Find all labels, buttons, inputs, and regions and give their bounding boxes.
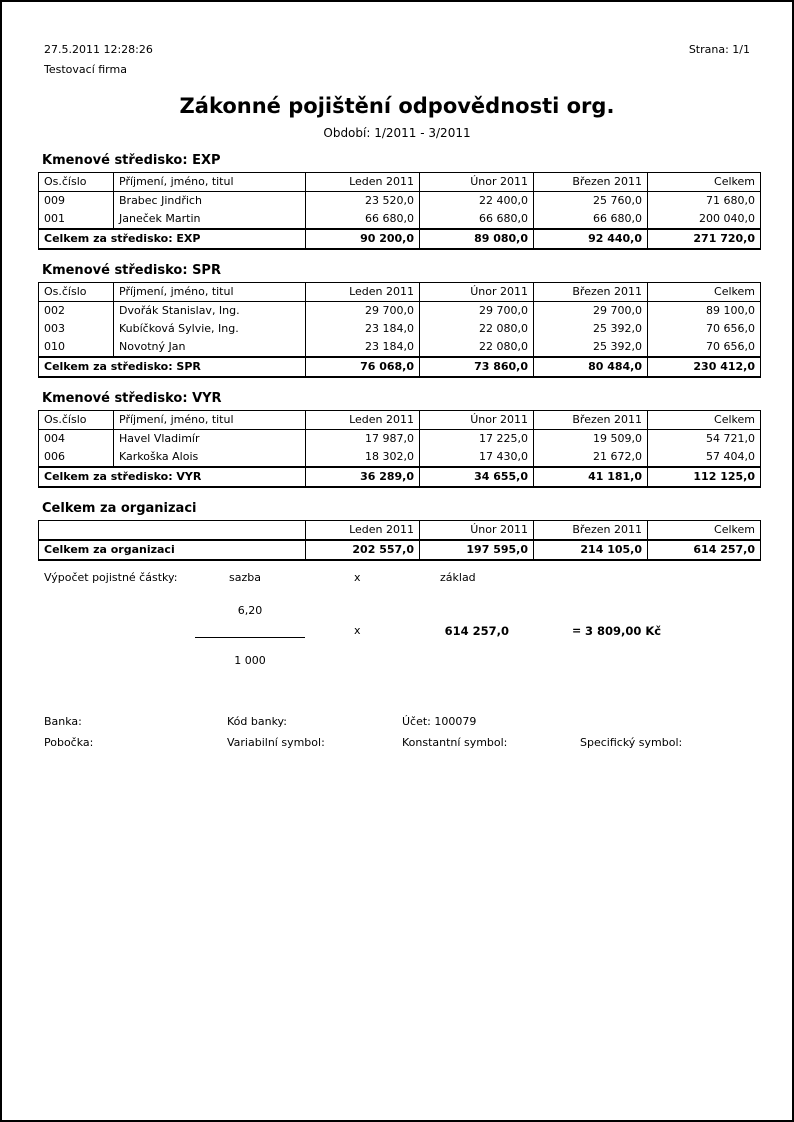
section-total-value: 80 484,0 (534, 357, 648, 377)
employee-value: 22 400,0 (420, 192, 534, 211)
department-sections (38, 153, 756, 488)
col-header-month: Únor 2011 (420, 283, 534, 302)
specific-symbol-label: Specifický symbol: (580, 736, 683, 749)
col-header-month: Březen 2011 (534, 411, 648, 430)
col-header-name: Příjmení, jméno, titul (114, 411, 306, 430)
employee-value: 70 656,0 (648, 338, 761, 357)
col-header-month: Celkem (648, 283, 761, 302)
bank-details (38, 715, 756, 750)
employee-value: 89 100,0 (648, 302, 761, 321)
col-header-personal-number: Os.číslo (39, 173, 114, 192)
table-header-row (39, 283, 761, 302)
bank-label: Banka: (44, 715, 82, 728)
col-header-name: Příjmení, jméno, titul (114, 173, 306, 192)
section-total-label: Celkem za středisko: EXP (39, 229, 306, 249)
calculation-label: Výpočet pojistné částky: (44, 571, 178, 584)
org-total-value: 614 257,0 (648, 540, 761, 560)
section-total-value: 90 200,0 (306, 229, 420, 249)
base-label: základ (440, 571, 476, 584)
employee-value: 57 404,0 (648, 448, 761, 467)
section-heading: Kmenové středisko: EXP (42, 153, 221, 168)
col-header-month: Celkem (648, 173, 761, 192)
section-total-value: 34 655,0 (420, 467, 534, 487)
employee-value: 21 672,0 (534, 448, 648, 467)
employee-value: 23 184,0 (306, 338, 420, 357)
company-name: Testovací firma (44, 63, 127, 76)
employee-id: 002 (39, 302, 114, 321)
employee-id: 009 (39, 192, 114, 211)
section-total-value: 89 080,0 (420, 229, 534, 249)
employee-value: 22 080,0 (420, 338, 534, 357)
org-total-label: Celkem za organizaci (39, 540, 306, 560)
org-total-value: 214 105,0 (534, 540, 648, 560)
employee-value: 17 225,0 (420, 430, 534, 449)
employee-value: 18 302,0 (306, 448, 420, 467)
section-total-value: 230 412,0 (648, 357, 761, 377)
section-total-row (39, 229, 761, 249)
col-header-month: Únor 2011 (420, 411, 534, 430)
employee-name: Havel Vladimír (114, 430, 306, 449)
org-total-value: 197 595,0 (420, 540, 534, 560)
org-total-row (39, 540, 761, 560)
report-datetime: 27.5.2011 12:28:26 (44, 43, 153, 56)
col-header-personal-number: Os.číslo (39, 283, 114, 302)
multiply-sign: x (354, 624, 361, 637)
section-heading: Kmenové středisko: VYR (42, 391, 222, 406)
multiply-sign: x (354, 571, 361, 584)
employee-value: 25 392,0 (534, 320, 648, 338)
fraction-line (195, 637, 305, 638)
employee-value: 29 700,0 (306, 302, 420, 321)
col-header-total: Celkem (648, 521, 761, 541)
employee-value: 23 520,0 (306, 192, 420, 211)
employee-value: 66 680,0 (534, 210, 648, 229)
employee-value: 54 721,0 (648, 430, 761, 449)
org-header-empty-cell (39, 521, 306, 541)
account-value: 100079 (434, 715, 477, 728)
employee-name: Kubíčková Sylvie, Ing. (114, 320, 306, 338)
col-header-month: Únor 2011 (420, 521, 534, 541)
employee-row (39, 430, 761, 449)
org-section-heading: Celkem za organizaci (42, 501, 197, 516)
section-total-label: Celkem za středisko: SPR (39, 357, 306, 377)
employee-name: Karkoška Alois (114, 448, 306, 467)
employee-value: 66 680,0 (306, 210, 420, 229)
section-total-row (39, 357, 761, 377)
department-table (38, 410, 761, 488)
employee-value: 17 430,0 (420, 448, 534, 467)
col-header-name: Příjmení, jméno, titul (114, 283, 306, 302)
col-header-month: Leden 2011 (306, 283, 420, 302)
employee-value: 23 184,0 (306, 320, 420, 338)
equals-sign: = (572, 624, 582, 637)
employee-id: 001 (39, 210, 114, 229)
employee-row (39, 338, 761, 357)
employee-value: 200 040,0 (648, 210, 761, 229)
account-field (402, 715, 580, 729)
section-total-value: 92 440,0 (534, 229, 648, 249)
section-total-value: 112 125,0 (648, 467, 761, 487)
employee-value: 17 987,0 (306, 430, 420, 449)
employee-id: 004 (39, 430, 114, 449)
insurance-result: 3 809,00 Kč (585, 624, 662, 638)
employee-row (39, 192, 761, 211)
section-total-value: 271 720,0 (648, 229, 761, 249)
page-number: Strana: 1/1 (688, 43, 750, 56)
section-total-label: Celkem za středisko: VYR (39, 467, 306, 487)
employee-value: 29 700,0 (534, 302, 648, 321)
employee-name: Brabec Jindřich (114, 192, 306, 211)
rate-label: sazba (229, 571, 261, 584)
calculation-section (38, 571, 756, 673)
col-header-month: Březen 2011 (534, 173, 648, 192)
col-header-month: Celkem (648, 411, 761, 430)
employee-value: 22 080,0 (420, 320, 534, 338)
account-label: Účet: (402, 715, 431, 728)
org-total-value: 202 557,0 (306, 540, 420, 560)
employee-id: 006 (39, 448, 114, 467)
employee-name: Janeček Martin (114, 210, 306, 229)
employee-value: 70 656,0 (648, 320, 761, 338)
org-table-header-row (39, 521, 761, 541)
col-header-month: Únor 2011 (420, 173, 534, 192)
department-table (38, 282, 761, 378)
bank-code-label: Kód banky: (227, 715, 287, 728)
table-header-row (39, 411, 761, 430)
variable-symbol-label: Variabilní symbol: (227, 736, 325, 749)
rate-numerator: 6,20 (237, 604, 263, 617)
section-total-value: 41 181,0 (534, 467, 648, 487)
report-title: Zákonné pojištění odpovědnosti org. (179, 94, 615, 118)
col-header-month: Leden 2011 (306, 411, 420, 430)
employee-value: 25 392,0 (534, 338, 648, 357)
section-total-row (39, 467, 761, 487)
employee-value: 25 760,0 (534, 192, 648, 211)
report-meta-left (44, 40, 153, 80)
employee-value: 71 680,0 (648, 192, 761, 211)
employee-value: 19 509,0 (534, 430, 648, 449)
col-header-personal-number: Os.číslo (39, 411, 114, 430)
employee-value: 29 700,0 (420, 302, 534, 321)
section-total-value: 73 860,0 (420, 357, 534, 377)
branch-label: Pobočka: (44, 736, 94, 749)
bank-row-spacer (580, 715, 756, 729)
employee-id: 010 (39, 338, 114, 357)
report-meta-row (38, 40, 756, 80)
rate-denominator: 1 000 (234, 654, 266, 667)
col-header-month: Leden 2011 (306, 173, 420, 192)
employee-id: 003 (39, 320, 114, 338)
table-header-row (39, 173, 761, 192)
report-period: Období: 1/2011 - 3/2011 (323, 126, 471, 140)
base-value: 614 257,0 (444, 624, 509, 638)
department-table (38, 172, 761, 250)
col-header-month: Březen 2011 (534, 283, 648, 302)
col-header-month: Leden 2011 (306, 521, 420, 541)
section-total-value: 36 289,0 (306, 467, 420, 487)
employee-row (39, 320, 761, 338)
employee-name: Dvořák Stanislav, Ing. (114, 302, 306, 321)
col-header-month: Březen 2011 (534, 521, 648, 541)
employee-row (39, 448, 761, 467)
employee-row (39, 210, 761, 229)
constant-symbol-label: Konstantní symbol: (402, 736, 508, 749)
section-heading: Kmenové středisko: SPR (42, 263, 221, 278)
section-total-value: 76 068,0 (306, 357, 420, 377)
employee-row (39, 302, 761, 321)
employee-value: 66 680,0 (420, 210, 534, 229)
organization-table (38, 520, 761, 561)
employee-name: Novotný Jan (114, 338, 306, 357)
